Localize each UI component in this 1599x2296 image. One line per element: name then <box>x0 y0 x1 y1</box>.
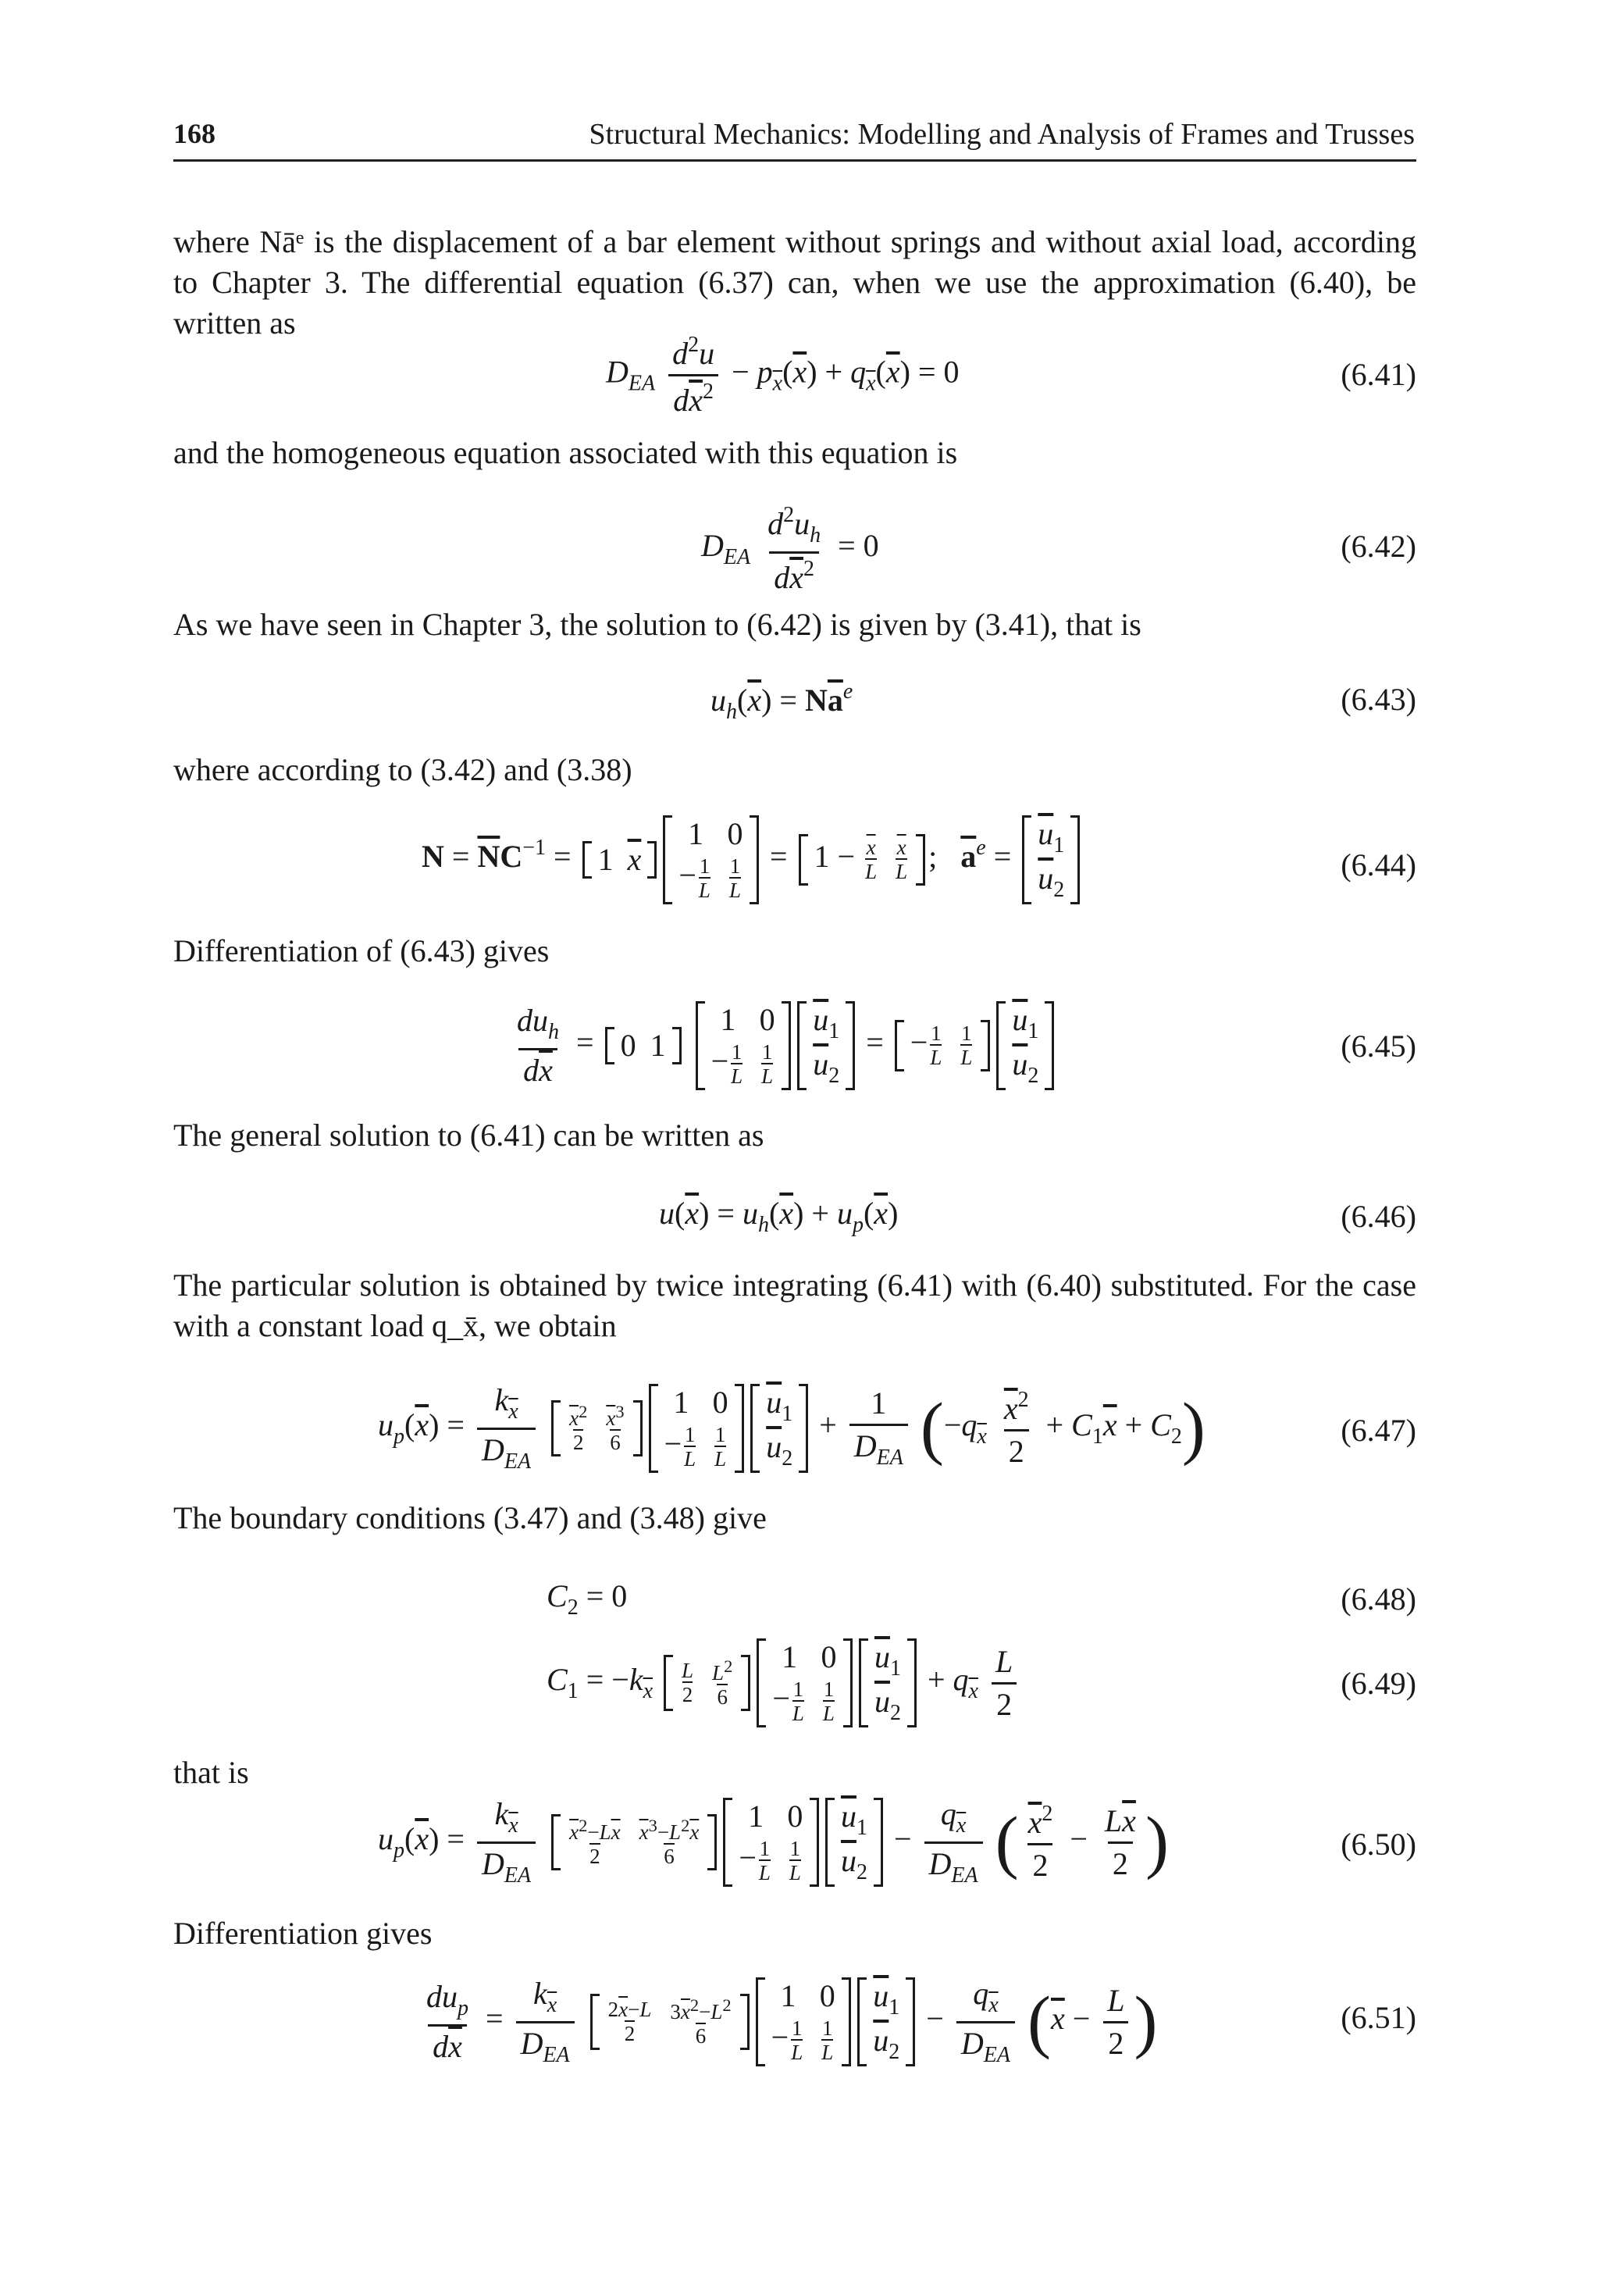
equation-number: (6.42) <box>1341 529 1416 564</box>
paragraph-solution: As we have seen in Chapter 3, the solution to (6.42) is given by (3.41), that is <box>173 607 1141 642</box>
equation-6-45: $\frac{du_h}{d\overline{x}}$ = 0 1 1 0 − $\frac{1}{L}$ 1 L $\overline{u}_1$ $\overline{u}_2$ = − $\frac{1}{L}$ 1 L $\overline{u}_1$ $\overline{u}_2$ <box>507 1001 1057 1090</box>
page-number: 168 <box>173 118 215 149</box>
equation-number: (6.48) <box>1341 1581 1416 1617</box>
equation-number: (6.45) <box>1341 1029 1416 1064</box>
paragraph-intro: where Nāᵉ is the displacement of a bar element without springs and without axial load, according to Chapter 3. The differential equation (6.37) can, when we use the approximation (6.40), be written as <box>173 224 1416 340</box>
equation-number: (6.46) <box>1341 1199 1416 1234</box>
equation-6-49: $C_1 = -k_{\overline{x}}$ L 2 $L^2$ 6 1 0 − $\frac{1}{L}$ 1 L $\overline{u}_1$ $\overline{u}_2$ + $q_{\overline{x}}$ $\frac{L}{2}$ <box>547 1638 1022 1727</box>
paragraph-differentiation: Differentiation of (6.43) gives <box>173 933 550 968</box>
paragraph-differentiation-gives: Differentiation gives <box>173 1916 433 1951</box>
equation-number: (6.44) <box>1341 847 1416 882</box>
equation-6-46: $u(\overline{x}) = u_h(\overline{x}) + u_p(\overline{x})$ <box>659 1196 899 1237</box>
equation-number: (6.50) <box>1341 1827 1416 1862</box>
paragraph-boundary: The boundary conditions (3.47) and (3.48) give <box>173 1500 767 1535</box>
equation-6-41: $D_{EA}$ $\frac{d^2u}{d\overline{x}^2}$ − $p_{\overline{x}}(\overline{x}) + q_{\overline{x}}(\overline{x}) = 0$ <box>606 333 960 418</box>
equation-6-51: $\frac{du_p}{d\overline{x}}$ = $\frac{k_{\overline{x}}}{D_{EA}}$ $2\overline{x}-L$ 2 $3\overline{x}^2-L^2$ 6 1 0 − $\frac{1}{L}$ 1 L $\overline{u}_1$ $\overline{u}_2$ − $\frac{q_{\overline{x}}}{D_{EA}}$ ($\overline{x}$ − $\frac{L}{2}$ ) <box>426 1975 1158 2067</box>
equation-6-43: $u_h(\overline{x}) = N\overline{a}^e$ <box>710 679 853 724</box>
equation-6-47: $u_p(\overline{x})$ = $\frac{k_{\overline{x}}}{D_{EA}}$ $\overline{x}^2$ 2 $\overline{x}^3$ 6 1 0 − $\frac{1}{L}$ 1 L $\overline{u}_1$ $\overline{u}_2$ + $\frac{1}{D_{EA}}$ ($-q_{\overline{x}}$ $\frac{\overline{x}^2}{2}$ + $C_1\overline{x} + C_2$) <box>378 1382 1205 1474</box>
paragraph-that-is: that is <box>173 1755 249 1790</box>
equation-6-42: $D_{EA}$ $\frac{d^2u_h}{d\overline{x}^2}$ = 0 <box>701 503 879 595</box>
header-rule <box>173 159 1416 162</box>
paragraph-homogeneous: and the homogeneous equation associated with this equation is <box>173 435 958 470</box>
running-title: Structural Mechanics: Modelling and Analysis of Frames and Trusses <box>589 118 1415 151</box>
equation-number: (6.51) <box>1341 2000 1416 2035</box>
paragraph-particular: The particular solution is obtained by twice integrating (6.41) with (6.40) substituted. For the case with a constant load q_x̄, we obtain <box>173 1267 1416 1343</box>
equation-number: (6.43) <box>1341 682 1416 717</box>
equation-6-44: $N = \overline{N}C^{-1}$ = 1 $\overline{x}$ 1 0 − $\frac{1}{L}$ 1 L = 1 − $\frac{\overline{x}}{L}$ $\overline{x}$ L ; $\overline{a}^e$ = $\overline{u}_1$ $\overline{u}_2$ <box>422 815 1083 904</box>
equation-number: (6.41) <box>1341 357 1416 392</box>
equation-number: (6.47) <box>1341 1413 1416 1448</box>
equation-6-50: $u_p(\overline{x})$ = $\frac{k_{\overline{x}}}{D_{EA}}$ $\overline{x}^2-L\overline{x}$ 2 $\overline{x}^3-L^2\overline{x}$ 6 1 0 − $\frac{1}{L}$ 1 L $\overline{u}_1$ $\overline{u}_2$ − $\frac{q_{\overline{x}}}{D_{EA}}$ ( $\frac{\overline{x}^2}{2}$ − $\frac{L\overline{x}}{2}$ ) <box>378 1795 1169 1888</box>
paragraph-according: where according to (3.42) and (3.38) <box>173 752 632 787</box>
equation-number: (6.49) <box>1341 1666 1416 1701</box>
equation-6-48: $C_2 = 0$ <box>547 1578 628 1620</box>
paragraph-general-solution: The general solution to (6.41) can be written as <box>173 1118 764 1153</box>
